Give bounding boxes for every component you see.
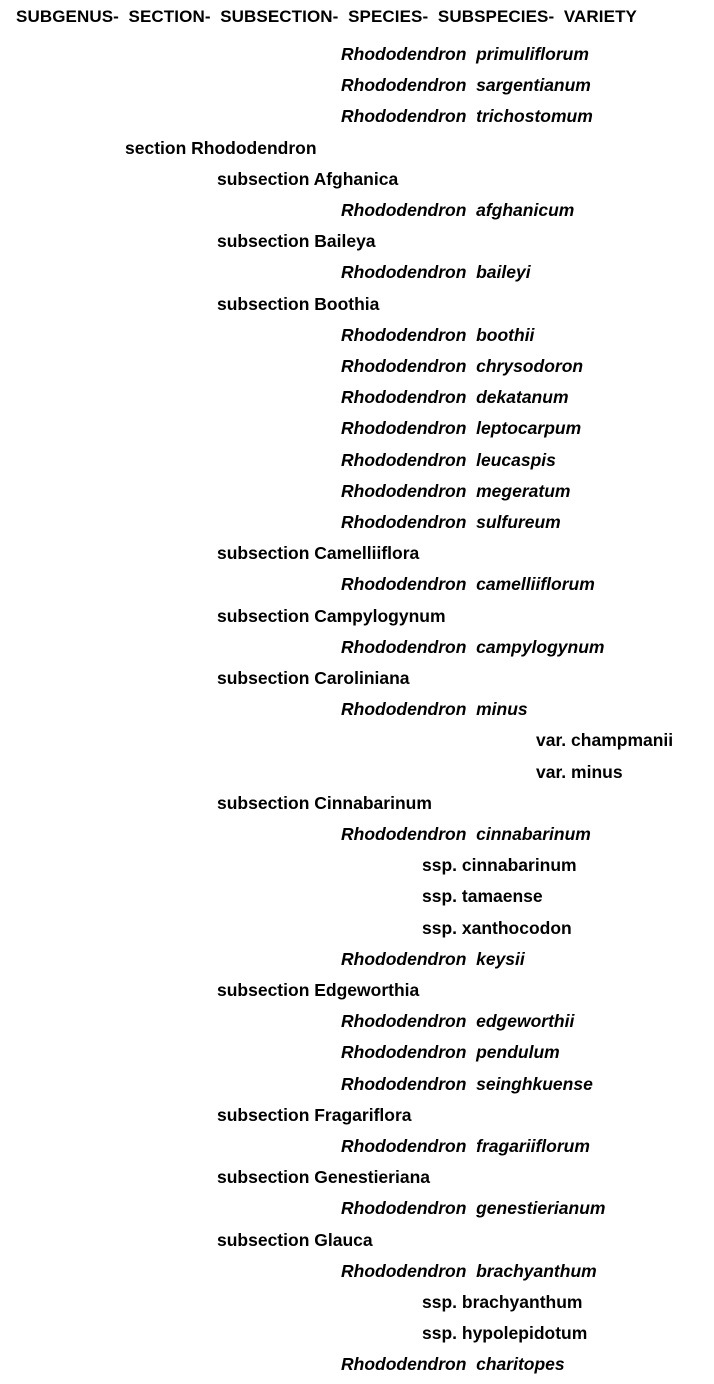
taxon-row-species: Rhododendron leptocarpum (341, 418, 582, 439)
taxon-row-species: Rhododendron edgeworthii (341, 1011, 575, 1032)
taxon-row-subsection: subsection Glauca (217, 1229, 373, 1250)
taxon-row-species: Rhododendron genestierianum (341, 1198, 606, 1219)
taxon-row-species: Rhododendron camelliiflorum (341, 574, 595, 595)
taxon-row-species: Rhododendron charitopes (341, 1354, 565, 1375)
taxon-row-ssp: ssp. brachyanthum (422, 1292, 583, 1312)
taxon-row-species: Rhododendron minus (341, 699, 528, 720)
taxon-row-ssp: ssp. cinnabarinum (422, 855, 577, 876)
taxon-row-ssp: ssp. xanthocodon (422, 917, 572, 938)
taxon-row-species: Rhododendron campylogynum (341, 636, 605, 657)
taxon-row-species: Rhododendron chrysodoron (341, 356, 584, 376)
taxon-row-subsection: subsection Campylogynum (217, 605, 446, 626)
taxon-row-species: Rhododendron trichostomum (341, 106, 593, 127)
taxon-row-species: Rhododendron sulfureum (341, 512, 561, 532)
taxon-row-species: Rhododendron pendulum (341, 1042, 560, 1063)
taxon-row-subsection: subsection Fragariflora (217, 1104, 412, 1125)
taxon-row-species: Rhododendron afghanicum (341, 200, 575, 220)
taxon-row-species: Rhododendron baileyi (341, 262, 531, 283)
taxon-row-subsection: subsection Caroliniana (217, 668, 410, 688)
taxon-row-subsection: subsection Camelliiflora (217, 543, 420, 564)
taxon-row-species: Rhododendron keysii (341, 948, 525, 969)
taxon-row-species: Rhododendron cinnabarinum (341, 824, 591, 844)
taxon-row-subsection: subsection Boothia (217, 293, 380, 314)
taxon-row-ssp: ssp. hypolepidotum (422, 1323, 588, 1344)
taxon-row-var: var. champmanii (536, 730, 674, 751)
taxon-row-subsection: subsection Afghanica (217, 168, 399, 189)
taxon-row-species: Rhododendron megeratum (341, 480, 571, 501)
taxon-row-species: Rhododendron brachyanthum (341, 1260, 597, 1281)
taxon-row-var: var. minus (536, 761, 623, 782)
taxon-row-species: Rhododendron sargentianum (341, 75, 591, 96)
taxon-row-species: Rhododendron primuliflorum (341, 44, 589, 64)
column-header: SUBGENUS- SECTION- SUBSECTION- SPECIES- SUBSPECIES- VARIETY (16, 7, 637, 26)
taxon-row-subsection: subsection Edgeworthia (217, 980, 420, 1000)
taxon-row-species: Rhododendron dekatanum (341, 387, 569, 408)
taxon-row-ssp: ssp. tamaense (422, 886, 543, 907)
taxon-row-species: Rhododendron fragariiflorum (341, 1136, 590, 1156)
taxon-row-section: section Rhododendron (125, 137, 317, 158)
taxon-row-species: Rhododendron leucaspis (341, 449, 556, 470)
taxon-row-species: Rhododendron boothii (341, 324, 535, 345)
taxon-row-subsection: subsection Baileya (217, 231, 376, 252)
taxon-row-species: Rhododendron seinghkuense (341, 1073, 593, 1094)
taxon-row-subsection: subsection Cinnabarinum (217, 792, 432, 813)
taxon-row-subsection: subsection Genestieriana (217, 1167, 430, 1188)
